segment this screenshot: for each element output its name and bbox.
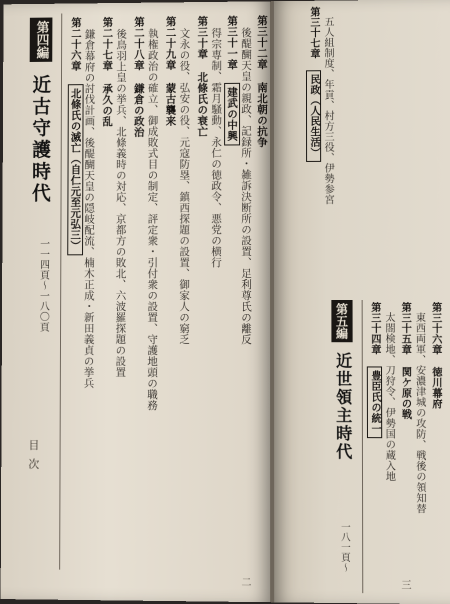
chapter-entry: 第三十四章 豊臣氏の統一 [368, 302, 381, 438]
chapter-text: 得宗専制、霜月騒動、永仁の徳政令、悪党の横行 [210, 27, 223, 269]
page-number: 二 [238, 576, 250, 587]
part-label: 第四編 [30, 18, 53, 62]
chapter-text: 太閤検地、刀狩令、伊勢国の蔵入地 [382, 312, 395, 482]
part-years: 一八一頁〜 [338, 521, 351, 573]
chapter-entry: 第二十九章 蒙古襲来 [164, 16, 177, 127]
chapter-text: 後鳥羽上皇の挙兵、北條義時の対応、京都方の敗北、六波羅探題の設置 [114, 28, 128, 378]
section-divider [362, 300, 364, 593]
chapter-entry: 第三十六章 徳川幕府 [429, 302, 442, 410]
chapter-text: 文永の役、弘安の役、元寇防塁、鎮西探題の設置、御家人の窮乏 [178, 27, 191, 345]
chapter-entry: 第二十六章 北條氏の滅亡（自仁元至元弘三） [68, 17, 82, 255]
folio-label: 目次 [26, 439, 40, 478]
chapter-text: 執権政治の確立、御成敗式目の制定、評定衆・引付衆の設置、守護地頭の職務 [146, 28, 159, 411]
chapter-text: 後醍醐天皇の親政、記録所・雑訴決断所の設置、足利尊氏の離反 [239, 27, 253, 346]
section-divider [59, 13, 62, 569]
part-years: 一一四頁〜一八〇頁 [37, 238, 49, 333]
chapter-entry: 第二十八章 鎌倉の政治 [132, 16, 145, 138]
chapter-entry: 第二十七章 承久の乱 [101, 16, 114, 127]
book-spread [1, 0, 450, 604]
chapter-text: 鎌倉幕府の討伐計画、後醍醐天皇の隠岐配流、楠木正成・新田義貞の挙兵 [82, 28, 96, 389]
part-title: 近古守護時代 [29, 74, 52, 205]
right-page [274, 0, 450, 604]
chapter-text: 東西両軍、安濃津城の攻防、戦後の領知替 [413, 312, 426, 514]
chapter-entry: 第三十二章 南北朝の抗争 [256, 15, 269, 148]
part-label: 第五編 [331, 300, 352, 342]
left-page [1, 1, 273, 602]
page-number: 三 [398, 579, 411, 590]
chapter-entry: 第三十五章 関ケ原の戦 [399, 302, 411, 420]
chapter-text: 五人組制度、年貢、村方三役、伊勢参宮 [321, 16, 334, 205]
chapter-entry: 第三十七章 民政（人民生活） [307, 7, 320, 162]
chapter-entry: 第三十一章 建武の中興 [225, 15, 238, 145]
chapter-entry: 第三十章 北條氏の衰亡 [196, 15, 209, 138]
part-title: 近世領主時代 [333, 352, 353, 462]
